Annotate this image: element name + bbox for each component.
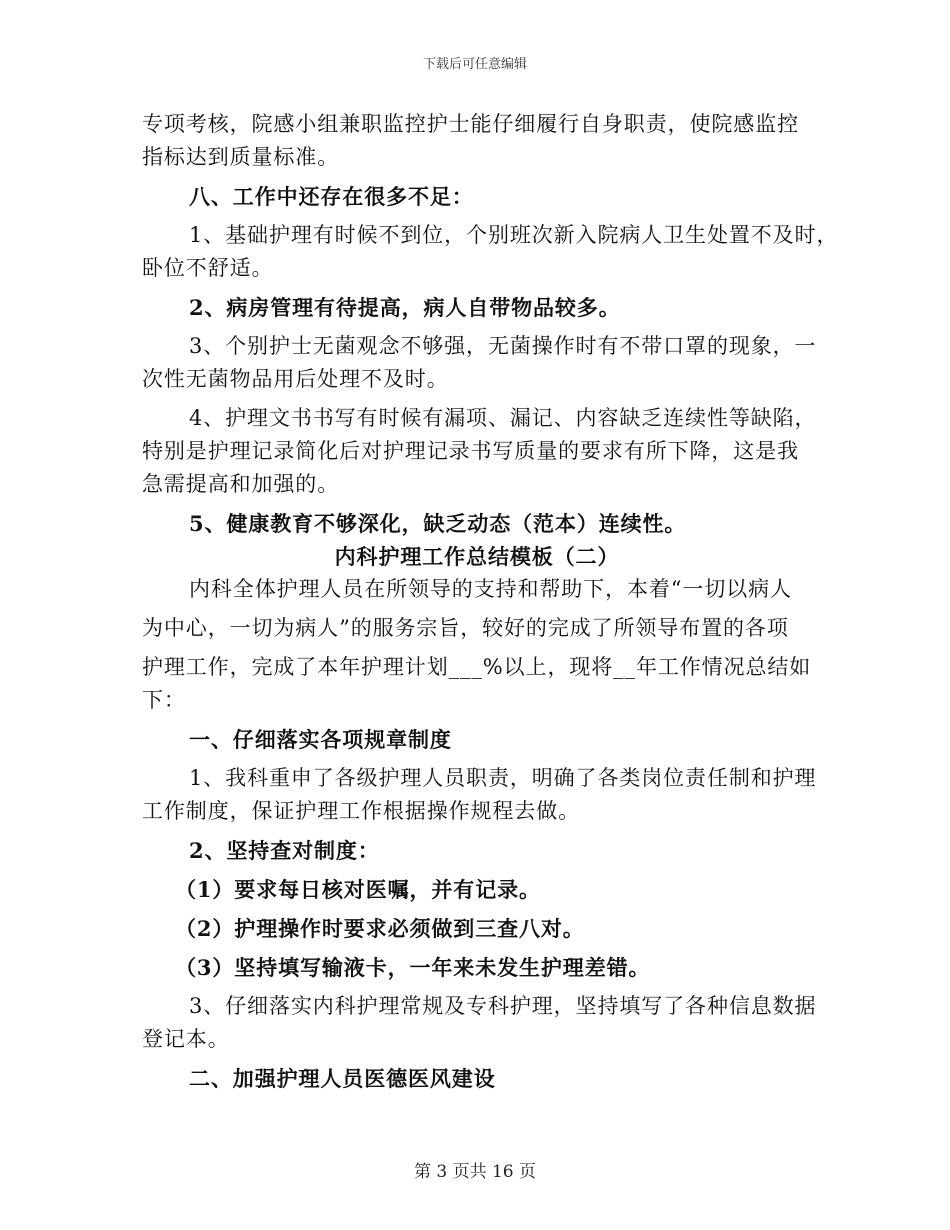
paragraph-line: 卧位不舒适。 [142,256,274,280]
list-item-heading: 2、坚持查对制度： [189,838,380,863]
paragraph-line: 护理工作，完成了本年护理计划___%以上，现将__年工作情况总结如 [142,655,812,679]
paragraph-line: 次性无菌物品用后处理不及时。 [142,367,449,391]
paragraph-line: 急需提高和加强的。 [142,472,340,496]
paragraph-line: 4、护理文书书写有时候有漏项、漏记、内容缺乏连续性等缺陷， [189,406,817,430]
section-heading: 二、加强护理人员医德医风建设 [189,1066,496,1091]
paragraph-line: 1、基础护理有时候不到位，个别班次新入院病人卫生处置不及时， [189,223,839,247]
page-number: 第 3 页共 16 页 [413,1162,537,1182]
sub-list-item: （1）要求每日核对医嘱，并有记录。 [175,877,541,902]
paragraph-line: 工作制度，保证护理工作根据操作规程去做。 [142,799,580,823]
paragraph-line: 内科全体护理人员在所领导的支持和帮助下，本着“一切以病人 [189,577,792,601]
paragraph-line: 下： [142,688,186,712]
paragraph-line: 特别是护理记录简化后对护理记录书写质量的要求有所下降，这是我 [142,439,799,463]
section-heading: 一、仔细落实各项规章制度 [189,727,452,752]
sub-list-item: （3）坚持填写输液卡，一年来未发生护理差错。 [175,955,651,980]
list-item-heading: 5、健康教育不够深化，缺乏动态（范本）连续性。 [189,511,687,536]
document-title: 内科护理工作总结模板（二） [334,544,620,569]
paragraph-line: 指标达到质量标准。 [142,145,340,169]
section-heading: 八、工作中还存在很多不足： [189,184,474,209]
header-note: 下载后可任意编辑 [422,57,527,72]
paragraph-line: 专项考核，院感小组兼职监控护士能仔细履行自身职责，使院感监控 [142,112,799,136]
paragraph-line: 1、我科重申了各级护理人员职责，明确了各类岗位责任制和护理 [189,766,817,790]
document-body [142,108,839,1095]
paragraph-line: 3、仔细落实内科护理常规及专科护理，坚持填写了各种信息数据 [189,994,817,1018]
paragraph-line: 为中心，一切为病人”的服务宗旨，较好的完成了所领导布置的各项 [142,616,789,640]
paragraph-line: 登记本。 [142,1027,230,1051]
paragraph-line: 3、个别护士无菌观念不够强，无菌操作时有不带口罩的现象，一 [189,334,817,358]
list-item-heading: 2、病房管理有待提高，病人自带物品较多。 [189,295,621,320]
sub-list-item: （2）护理操作时要求必须做到三查八对。 [175,916,585,941]
